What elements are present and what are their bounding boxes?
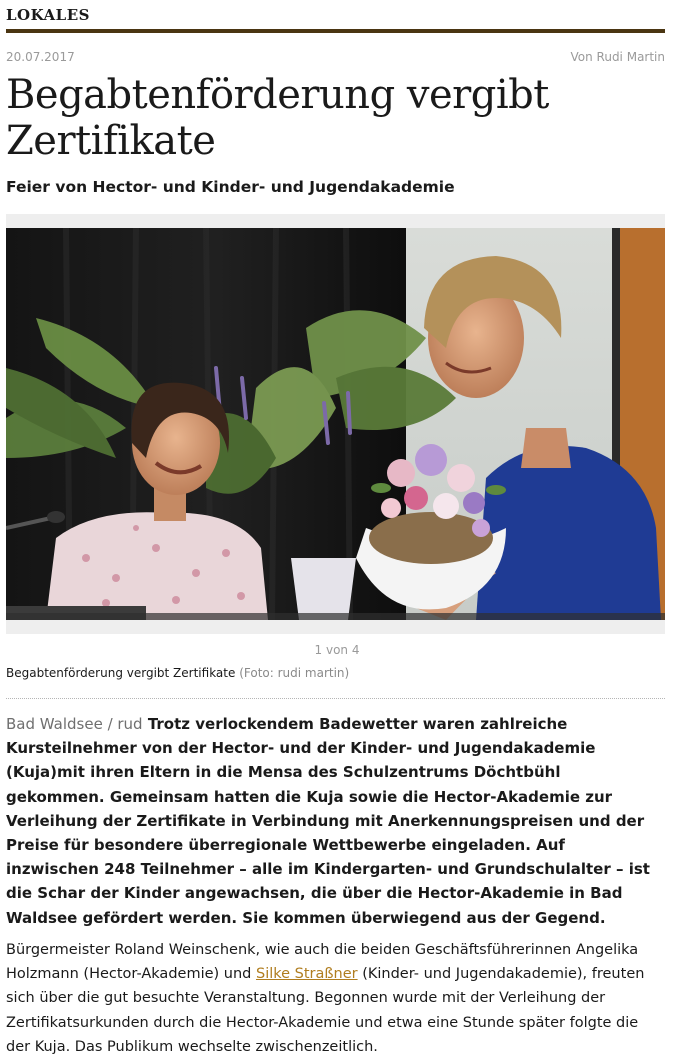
gallery-photo[interactable]: [6, 228, 665, 620]
article-lead-text: Trotz verlockendem Badewetter waren zahlreiche Kursteilnehmer von der Hector- und der Kinder- und Jugendakademie (Kuja)mit ihren Eltern in die Mensa des Schulzentrums Döchtbühl gekommen. Gemeinsam hatten die Kuja sowie die Hector-Akademie zur Verleihung der Zertifikate in Verbindung mit Anerkennungspreisen und der Preise für besondere überregionale Wettbewerbe eingeladen. Auf inzwischen 248 Teilnehmer – alle im Kindergarten- und Grundschulalter – ist die Schar der Kinder angewachsen, die über die Hector-Akademie in Bad Waldsee gefördert werden. Sie kommen überwiegend aus der Gegend.: [6, 715, 650, 927]
photo-caption-text: Begabtenförderung vergibt Zertifikate: [6, 666, 236, 680]
article-date: 20.07.2017: [6, 50, 75, 64]
photo-image: [6, 228, 665, 620]
gallery-counter: 1 von 4: [314, 643, 360, 657]
photo-gallery[interactable]: [6, 214, 665, 634]
person-link-silke-strassner[interactable]: Silke Straßner: [255, 966, 358, 983]
caption-divider: [6, 698, 665, 699]
body-text-part1: Bürgermeister Roland Weinschenk, wie auch die beiden Geschäftsführerinnen Angelika Holzmann (Hector-Akademie) und: [6, 942, 639, 983]
article-dateline: Bad Waldsee / rud: [6, 715, 143, 733]
article-headline: Begabtenförderung vergibt Zertifikate: [6, 72, 549, 164]
article-body-paragraph: [6, 938, 662, 1059]
article-lead: [6, 712, 662, 930]
body-text-part2: (Kinder- und Jugendakademie), freuten sich über die gut besuchte Veranstaltung. Begonnen wurde mit der Verleihung der Zertifikatsurkunden durch die Hector-Akademie und etwa eine Stunde später folgte die der Kuja. Das Publikum wechselte zwischenzeitlich.: [6, 966, 645, 1055]
section-label[interactable]: LOKALES: [6, 6, 90, 24]
section-divider: [6, 29, 665, 33]
article-subheadline: Feier von Hector- und Kinder- und Jugendakademie: [6, 178, 455, 196]
article-author: Von Rudi Martin: [570, 50, 665, 64]
photo-caption: [6, 666, 349, 680]
photo-credit: (Foto: rudi martin): [239, 666, 350, 680]
